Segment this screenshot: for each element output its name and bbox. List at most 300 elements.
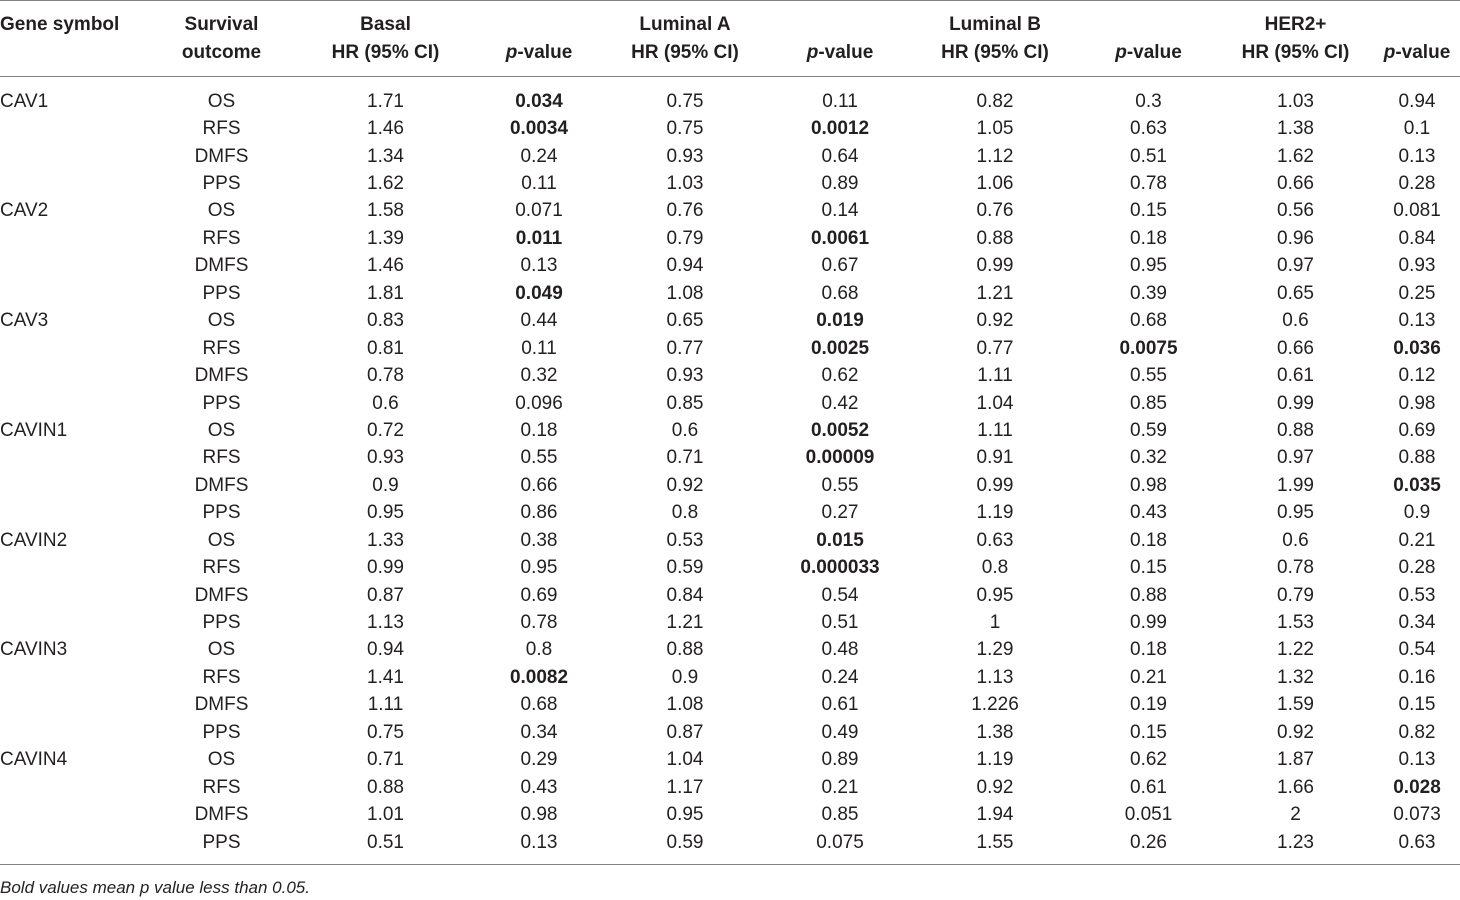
basal-pvalue-cell: 0.0034 <box>509 118 569 140</box>
table-row <box>0 115 1460 142</box>
her2-pvalue-cell: 0.073 <box>1393 804 1441 826</box>
basal-hr-cell: 1.41 <box>367 666 404 688</box>
table-row <box>0 801 1460 828</box>
survival-outcome-cell: DMFS <box>194 694 249 716</box>
luminal-a-pvalue-cell: 0.075 <box>770 829 910 865</box>
luminal-b-hr-cell: 1.19 <box>976 502 1014 524</box>
basal-pvalue-cell: 0.38 <box>520 529 558 551</box>
basal-pvalue-cell: 0.096 <box>515 392 563 414</box>
her2-pvalue-cell: 0.21 <box>1398 529 1436 551</box>
luminal-a-pvalue-cell: 0.54 <box>821 584 859 606</box>
her2-pvalue-cell: 0.53 <box>1398 584 1436 606</box>
survival-outcome-cell: OS <box>207 529 236 551</box>
basal-pvalue-cell: 0.86 <box>520 502 558 524</box>
basal-hr-cell: 0.71 <box>367 749 404 771</box>
gene-symbol-cell <box>0 554 150 581</box>
her2-hr-cell: 0.56 <box>1277 200 1314 222</box>
her2-hr-cell: 0.96 <box>1277 227 1314 249</box>
table-row <box>0 335 1460 362</box>
luminal-b-pvalue-cell: 0.39 <box>1130 282 1167 304</box>
her2-pvalue-cell: 0.9 <box>1403 502 1431 524</box>
basal-hr-cell: 1.62 <box>367 173 404 195</box>
her2-pvalue-cell: 0.82 <box>1398 721 1436 743</box>
basal-hr-cell: 1.58 <box>367 200 404 222</box>
basal-pvalue-cell: 0.071 <box>515 200 563 222</box>
basal-pvalue-cell: 0.11 <box>521 173 557 195</box>
gene-symbol-cell: CAVIN3 <box>0 639 68 661</box>
gene-symbol-cell: CAVIN1 <box>0 419 68 441</box>
basal-pvalue-cell: 0.034 <box>515 90 563 112</box>
header-her2-pvalue: p-value <box>1374 1 1460 77</box>
basal-pvalue-cell: 0.69 <box>520 584 558 606</box>
gene-symbol-cell <box>0 472 150 499</box>
basal-pvalue-cell: 0.44 <box>520 310 558 332</box>
luminal-a-hr-cell: 0.76 <box>666 200 704 222</box>
her2-pvalue-cell: 0.54 <box>1398 639 1436 661</box>
header-luminal-b-hr: Luminal B HR (95% CI) <box>910 1 1080 77</box>
gene-symbol-cell <box>0 664 150 691</box>
her2-hr-cell: 1.32 <box>1277 666 1314 688</box>
luminal-b-pvalue-cell: 0.0075 <box>1119 337 1178 359</box>
luminal-b-hr-cell: 0.99 <box>976 255 1014 277</box>
survival-outcome-cell: DMFS <box>194 474 249 496</box>
survival-outcome-cell: PPS <box>150 829 293 865</box>
table-row <box>0 500 1460 527</box>
survival-outcome-cell: OS <box>207 419 236 441</box>
table-row <box>0 582 1460 609</box>
luminal-b-hr-cell: 0.92 <box>976 310 1014 332</box>
basal-pvalue-cell: 0.34 <box>520 721 558 743</box>
her2-hr-cell: 0.66 <box>1277 337 1314 359</box>
luminal-a-hr-cell: 0.65 <box>666 310 704 332</box>
basal-pvalue-cell: 0.32 <box>520 365 558 387</box>
luminal-b-hr-cell: 0.99 <box>976 474 1014 496</box>
luminal-a-pvalue-cell: 0.24 <box>821 666 859 688</box>
survival-outcome-cell: PPS <box>202 392 241 414</box>
her2-hr-cell: 0.79 <box>1277 584 1314 606</box>
gene-symbol-cell: CAV2 <box>0 200 49 222</box>
basal-hr-cell: 0.6 <box>372 392 399 414</box>
her2-hr-cell: 1.99 <box>1277 474 1314 496</box>
survival-outcome-cell: OS <box>207 639 236 661</box>
luminal-a-hr-cell: 1.04 <box>666 749 704 771</box>
her2-hr-cell: 0.6 <box>1282 310 1309 332</box>
luminal-a-pvalue-cell: 0.42 <box>821 392 859 414</box>
luminal-a-hr-cell: 0.59 <box>666 557 704 579</box>
gene-symbol-cell <box>0 225 150 252</box>
table-row <box>0 198 1460 225</box>
luminal-a-pvalue-cell: 0.85 <box>821 804 859 826</box>
basal-hr-cell: 0.81 <box>367 337 404 359</box>
her2-pvalue-cell: 0.25 <box>1398 282 1436 304</box>
table-row <box>0 719 1460 746</box>
luminal-b-pvalue-cell: 0.15 <box>1130 557 1167 579</box>
luminal-b-hr-cell: 0.82 <box>976 90 1014 112</box>
header-row <box>0 1 1460 77</box>
gene-symbol-cell <box>0 445 150 472</box>
her2-pvalue-cell: 0.13 <box>1398 145 1436 167</box>
header-luminal-a-hr: Luminal A HR (95% CI) <box>600 1 770 77</box>
survival-outcome-cell: OS <box>207 200 236 222</box>
table-row <box>0 692 1460 719</box>
her2-hr-cell: 1.66 <box>1277 776 1314 798</box>
her2-hr-cell: 1.59 <box>1277 694 1314 716</box>
luminal-a-hr-cell: 0.71 <box>666 447 704 469</box>
luminal-b-pvalue-cell: 0.18 <box>1130 639 1167 661</box>
luminal-a-hr-cell: 0.93 <box>666 145 704 167</box>
basal-pvalue-cell: 0.0082 <box>509 666 569 688</box>
luminal-a-hr-cell: 0.94 <box>666 255 704 277</box>
her2-hr-cell: 0.99 <box>1277 392 1314 414</box>
header-gene-symbol: Gene symbol <box>0 1 150 77</box>
luminal-a-pvalue-cell: 0.0061 <box>810 227 870 249</box>
luminal-b-pvalue-cell: 0.99 <box>1130 612 1167 634</box>
basal-hr-cell: 0.51 <box>293 829 478 865</box>
luminal-b-pvalue-cell: 0.98 <box>1130 474 1167 496</box>
survival-outcome-cell: DMFS <box>194 804 249 826</box>
luminal-b-pvalue-cell: 0.68 <box>1130 310 1167 332</box>
survival-outcome-cell: DMFS <box>194 255 249 277</box>
basal-pvalue-cell: 0.66 <box>520 474 558 496</box>
luminal-a-pvalue-cell: 0.51 <box>821 612 859 634</box>
table-row <box>0 554 1460 581</box>
header-luminal-b-pvalue: p-value <box>1080 1 1217 77</box>
luminal-a-hr-cell: 0.9 <box>671 666 699 688</box>
luminal-b-pvalue-cell: 0.62 <box>1130 749 1167 771</box>
her2-pvalue-cell: 0.081 <box>1393 200 1441 222</box>
basal-hr-cell: 0.83 <box>367 310 404 332</box>
luminal-a-pvalue-cell: 0.0052 <box>810 419 870 441</box>
luminal-b-hr-cell: 1.38 <box>976 721 1014 743</box>
luminal-b-pvalue-cell: 0.21 <box>1130 666 1167 688</box>
survival-outcome-cell: RFS <box>202 557 241 579</box>
luminal-a-hr-cell: 0.75 <box>666 90 704 112</box>
luminal-a-hr-cell: 0.8 <box>671 502 699 524</box>
basal-pvalue-cell: 0.24 <box>520 145 558 167</box>
luminal-b-hr-cell: 1.21 <box>976 282 1014 304</box>
gene-symbol-cell <box>0 829 150 865</box>
survival-outcome-cell: DMFS <box>194 584 249 606</box>
her2-pvalue-cell: 0.28 <box>1398 173 1436 195</box>
luminal-a-pvalue-cell: 0.0025 <box>810 337 870 359</box>
luminal-a-hr-cell: 0.95 <box>666 804 704 826</box>
her2-hr-cell: 0.78 <box>1277 557 1314 579</box>
her2-hr-cell: 0.97 <box>1277 255 1314 277</box>
survival-outcome-cell: PPS <box>202 721 241 743</box>
basal-hr-cell: 0.87 <box>367 584 404 606</box>
basal-hr-cell: 0.94 <box>367 639 404 661</box>
luminal-b-hr-cell: 1.06 <box>976 173 1014 195</box>
basal-hr-cell: 0.95 <box>367 502 404 524</box>
table-row <box>0 747 1460 774</box>
her2-hr-cell: 0.66 <box>1277 173 1314 195</box>
gene-symbol-cell <box>0 609 150 636</box>
luminal-a-hr-cell: 0.87 <box>666 721 704 743</box>
her2-hr-cell: 1.38 <box>1277 118 1314 140</box>
her2-hr-cell: 1.03 <box>1277 90 1314 112</box>
table-row <box>0 143 1460 170</box>
basal-hr-cell: 1.01 <box>367 804 404 826</box>
luminal-b-hr-cell: 0.95 <box>976 584 1014 606</box>
luminal-a-pvalue-cell: 0.67 <box>821 255 859 277</box>
table-row <box>0 445 1460 472</box>
gene-symbol-cell: CAVIN2 <box>0 529 68 551</box>
luminal-a-hr-cell: 0.88 <box>666 639 704 661</box>
her2-pvalue-cell: 0.12 <box>1398 365 1436 387</box>
luminal-b-pvalue-cell: 0.051 <box>1124 804 1173 826</box>
table-row <box>0 280 1460 307</box>
luminal-a-hr-cell: 1.21 <box>666 612 704 634</box>
basal-pvalue-cell: 0.29 <box>520 749 558 771</box>
luminal-b-hr-cell: 0.8 <box>981 557 1009 579</box>
table-row <box>0 609 1460 636</box>
luminal-a-pvalue-cell: 0.14 <box>821 200 859 222</box>
header-survival-outcome: Survival outcome <box>150 1 293 77</box>
basal-pvalue-cell: 0.049 <box>515 282 563 304</box>
footnote: Bold values mean p value less than 0.05. <box>0 878 310 897</box>
luminal-b-hr-cell: 0.63 <box>976 529 1014 551</box>
survival-outcome-cell: RFS <box>202 227 241 249</box>
luminal-b-pvalue-cell: 0.18 <box>1130 227 1167 249</box>
luminal-b-pvalue-cell: 0.26 <box>1080 829 1217 865</box>
luminal-a-hr-cell: 0.84 <box>666 584 704 606</box>
table-row <box>0 472 1460 499</box>
survival-outcome-cell: PPS <box>202 173 241 195</box>
luminal-a-hr-cell: 1.08 <box>666 282 704 304</box>
table-row <box>0 253 1460 280</box>
luminal-a-pvalue-cell: 0.49 <box>821 721 859 743</box>
table-row <box>0 774 1460 801</box>
luminal-b-hr-cell: 1.19 <box>976 749 1014 771</box>
basal-pvalue-cell: 0.68 <box>520 694 558 716</box>
basal-pvalue-cell: 0.011 <box>515 227 563 249</box>
gene-symbol-cell <box>0 143 150 170</box>
basal-pvalue-cell: 0.13 <box>478 829 600 865</box>
luminal-b-pvalue-cell: 0.78 <box>1130 173 1167 195</box>
table-row <box>0 664 1460 691</box>
her2-pvalue-cell: 0.16 <box>1398 666 1436 688</box>
table-row <box>0 170 1460 197</box>
gene-symbol-cell <box>0 774 150 801</box>
table-row <box>0 829 1460 865</box>
basal-hr-cell: 0.99 <box>367 557 404 579</box>
survival-outcome-cell: RFS <box>202 776 241 798</box>
gene-symbol-cell <box>0 500 150 527</box>
her2-hr-cell: 0.88 <box>1277 419 1314 441</box>
luminal-b-pvalue-cell: 0.15 <box>1130 721 1167 743</box>
survival-outcome-cell: DMFS <box>194 145 249 167</box>
gene-symbol-cell <box>0 362 150 389</box>
basal-hr-cell: 1.46 <box>367 118 404 140</box>
luminal-b-pvalue-cell: 0.18 <box>1130 529 1167 551</box>
luminal-a-pvalue-cell: 0.21 <box>821 776 859 798</box>
luminal-b-hr-cell: 0.88 <box>976 227 1014 249</box>
luminal-b-pvalue-cell: 0.19 <box>1130 694 1167 716</box>
luminal-a-pvalue-cell: 0.89 <box>821 173 859 195</box>
her2-hr-cell: 1.87 <box>1277 749 1314 771</box>
luminal-a-pvalue-cell: 0.61 <box>821 694 859 716</box>
luminal-a-pvalue-cell: 0.019 <box>816 310 864 332</box>
her2-pvalue-cell: 0.13 <box>1398 749 1436 771</box>
survival-outcome-cell: RFS <box>202 666 241 688</box>
gene-symbol-cell <box>0 390 150 417</box>
luminal-a-hr-cell: 0.85 <box>666 392 704 414</box>
luminal-a-hr-cell: 0.6 <box>671 419 699 441</box>
her2-pvalue-cell: 0.98 <box>1398 392 1436 414</box>
table-row <box>0 390 1460 417</box>
her2-pvalue-cell: 0.84 <box>1398 227 1436 249</box>
her2-hr-cell: 0.65 <box>1277 282 1314 304</box>
luminal-a-pvalue-cell: 0.89 <box>821 749 859 771</box>
luminal-b-hr-cell: 0.77 <box>976 337 1014 359</box>
luminal-b-hr-cell: 1.05 <box>976 118 1014 140</box>
luminal-b-pvalue-cell: 0.59 <box>1130 419 1167 441</box>
gene-symbol-cell <box>0 280 150 307</box>
gene-symbol-cell: CAVIN4 <box>0 749 68 771</box>
gene-symbol-cell <box>0 719 150 746</box>
her2-pvalue-cell: 0.1 <box>1403 118 1431 140</box>
her2-pvalue-cell: 0.94 <box>1398 90 1436 112</box>
basal-pvalue-cell: 0.78 <box>520 612 558 634</box>
basal-hr-cell: 1.13 <box>367 612 404 634</box>
gene-symbol-cell: CAV1 <box>0 90 49 112</box>
gene-symbol-cell <box>0 170 150 197</box>
survival-outcome-cell: DMFS <box>194 365 249 387</box>
her2-hr-cell: 1.62 <box>1277 145 1314 167</box>
survival-outcome-cell: RFS <box>202 337 241 359</box>
luminal-b-hr-cell: 1.12 <box>976 145 1014 167</box>
her2-pvalue-cell: 0.035 <box>1393 474 1441 496</box>
basal-pvalue-cell: 0.18 <box>520 419 558 441</box>
survival-outcome-cell: OS <box>207 90 236 112</box>
basal-hr-cell: 1.39 <box>367 227 404 249</box>
her2-pvalue-cell: 0.34 <box>1398 612 1436 634</box>
gene-symbol-cell <box>0 582 150 609</box>
luminal-b-hr-cell: 1.13 <box>976 666 1014 688</box>
her2-pvalue-cell: 0.13 <box>1398 310 1436 332</box>
basal-hr-cell: 0.88 <box>367 776 404 798</box>
table-row <box>0 362 1460 389</box>
basal-hr-cell: 1.34 <box>367 145 404 167</box>
luminal-b-hr-cell: 1.55 <box>910 829 1080 865</box>
table-row <box>0 225 1460 252</box>
gene-symbol-cell <box>0 692 150 719</box>
basal-pvalue-cell: 0.55 <box>520 447 558 469</box>
table-row <box>0 77 1460 116</box>
basal-hr-cell: 0.9 <box>372 474 399 496</box>
luminal-b-pvalue-cell: 0.55 <box>1130 365 1167 387</box>
luminal-b-hr-cell: 1.11 <box>977 365 1013 387</box>
basal-pvalue-cell: 0.11 <box>521 337 557 359</box>
luminal-b-pvalue-cell: 0.95 <box>1130 255 1167 277</box>
luminal-b-pvalue-cell: 0.51 <box>1130 145 1167 167</box>
luminal-a-hr-cell: 0.92 <box>666 474 704 496</box>
luminal-b-hr-cell: 0.76 <box>976 200 1014 222</box>
her2-hr-cell: 0.92 <box>1277 721 1314 743</box>
her2-pvalue-cell: 0.93 <box>1398 255 1436 277</box>
basal-hr-cell: 1.11 <box>367 694 404 716</box>
table-header <box>0 1 1460 77</box>
basal-hr-cell: 0.72 <box>367 419 404 441</box>
her2-hr-cell: 2 <box>1290 804 1301 826</box>
basal-hr-cell: 0.78 <box>367 365 404 387</box>
survival-outcome-cell: PPS <box>202 502 241 524</box>
luminal-a-pvalue-cell: 0.48 <box>821 639 859 661</box>
luminal-a-pvalue-cell: 0.64 <box>821 145 859 167</box>
luminal-b-pvalue-cell: 0.43 <box>1130 502 1167 524</box>
header-basal-pvalue: p-value <box>478 1 600 77</box>
luminal-b-hr-cell: 1.29 <box>976 639 1014 661</box>
header-luminal-a-pvalue: p-value <box>770 1 910 77</box>
luminal-b-pvalue-cell: 0.63 <box>1130 118 1167 140</box>
luminal-b-pvalue-cell: 0.32 <box>1130 447 1167 469</box>
survival-outcome-cell: PPS <box>202 612 241 634</box>
luminal-a-pvalue-cell: 0.62 <box>821 365 859 387</box>
basal-pvalue-cell: 0.13 <box>520 255 558 277</box>
luminal-a-pvalue-cell: 0.55 <box>821 474 859 496</box>
survival-outcome-cell: OS <box>207 310 236 332</box>
basal-hr-cell: 0.75 <box>367 721 404 743</box>
luminal-a-pvalue-cell: 0.11 <box>822 90 858 112</box>
her2-hr-cell: 0.6 <box>1282 529 1309 551</box>
basal-pvalue-cell: 0.8 <box>525 639 553 661</box>
her2-pvalue-cell: 0.69 <box>1398 419 1436 441</box>
luminal-b-hr-cell: 1.94 <box>976 804 1014 826</box>
survival-outcome-cell: PPS <box>202 282 241 304</box>
luminal-b-hr-cell: 0.91 <box>976 447 1014 469</box>
luminal-b-pvalue-cell: 0.88 <box>1130 584 1167 606</box>
gene-symbol-cell <box>0 801 150 828</box>
luminal-a-hr-cell: 1.17 <box>666 776 704 798</box>
her2-pvalue-cell: 0.036 <box>1393 337 1441 359</box>
her2-pvalue-cell: 0.15 <box>1398 694 1436 716</box>
table-row <box>0 527 1460 554</box>
luminal-b-pvalue-cell: 0.85 <box>1130 392 1167 414</box>
luminal-b-pvalue-cell: 0.3 <box>1135 90 1162 112</box>
her2-pvalue-cell: 0.88 <box>1398 447 1436 469</box>
her2-hr-cell: 0.95 <box>1277 502 1314 524</box>
her2-hr-cell: 1.22 <box>1277 639 1314 661</box>
luminal-a-pvalue-cell: 0.015 <box>816 529 864 551</box>
basal-hr-cell: 1.33 <box>367 529 404 551</box>
luminal-b-pvalue-cell: 0.61 <box>1130 776 1167 798</box>
luminal-a-pvalue-cell: 0.0012 <box>810 118 870 140</box>
basal-hr-cell: 1.81 <box>367 282 404 304</box>
her2-pvalue-cell: 0.28 <box>1398 557 1436 579</box>
luminal-a-pvalue-cell: 0.00009 <box>805 447 875 469</box>
survival-outcome-cell: RFS <box>202 447 241 469</box>
luminal-a-hr-cell: 0.75 <box>666 118 704 140</box>
table-body <box>0 77 1460 865</box>
her2-hr-cell: 1.23 <box>1217 829 1374 865</box>
luminal-a-pvalue-cell: 0.27 <box>821 502 859 524</box>
luminal-a-pvalue-cell: 0.000033 <box>800 557 880 579</box>
gene-symbol-cell <box>0 253 150 280</box>
luminal-a-hr-cell: 1.03 <box>666 173 704 195</box>
her2-pvalue-cell: 0.63 <box>1374 829 1460 865</box>
luminal-b-hr-cell: 1.226 <box>971 694 1019 716</box>
table-row <box>0 417 1460 444</box>
luminal-a-hr-cell: 1.08 <box>666 694 704 716</box>
survival-outcome-cell: OS <box>207 749 236 771</box>
basal-hr-cell: 0.93 <box>367 447 404 469</box>
luminal-b-pvalue-cell: 0.15 <box>1130 200 1167 222</box>
luminal-a-pvalue-cell: 0.68 <box>821 282 859 304</box>
luminal-a-hr-cell: 0.93 <box>666 365 704 387</box>
gene-symbol-cell: CAV3 <box>0 310 49 332</box>
header-basal-hr: Basal HR (95% CI) <box>293 1 478 77</box>
luminal-a-hr-cell: 0.79 <box>666 227 704 249</box>
